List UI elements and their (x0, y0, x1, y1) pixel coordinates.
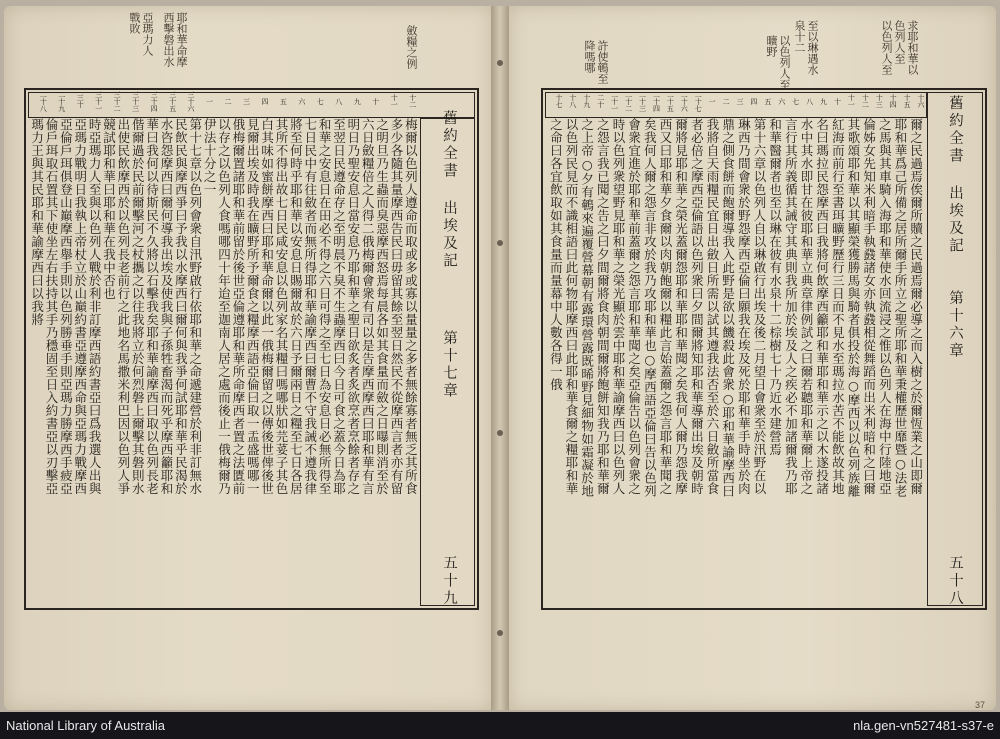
stitch-hole (497, 240, 503, 246)
column-number: 一 (205, 97, 214, 105)
text-column: 梅爾以色列人遵命而取或多或寡以量量之多者無餘寡者無乏其所食 (403, 118, 419, 495)
text-column: 爾將見耶和華之榮光蓋爾怨耶和華耶和華聞之矣我何人爾乃怨我摩 (673, 118, 689, 495)
column-number: 二十四 (652, 90, 661, 112)
margin-note: 至以琳遇水 (806, 20, 819, 75)
margin-note: 亞瑪力人 (141, 12, 154, 56)
margin-note: 以色列人至 (778, 35, 791, 90)
text-column: 第十六章以色列人自以琳啟行出埃及後二月望日會衆至於汛野在以 (752, 118, 767, 495)
column-number: 二十 (596, 94, 605, 108)
column-number: 五 (763, 97, 772, 105)
column-number: 十 (833, 97, 842, 105)
column-number: 二十二 (624, 90, 633, 112)
margin-note: 色列人至 (893, 20, 906, 64)
column-number: 三十二 (113, 90, 122, 112)
column-number: 六 (297, 97, 306, 105)
text-column: 爾之民過焉俟爾所贖之民過焉爾必導之而入樹之於爾恆業之山即爾 (908, 118, 924, 495)
left-book-title: 舊約全書 (441, 110, 457, 180)
footer-bar (0, 712, 1000, 739)
column-number: 二十六 (680, 90, 689, 112)
text-column: 之命曰各宜飲取如其食量而量幕中人數各得一俄 (548, 118, 564, 391)
column-number: 十三 (875, 94, 884, 108)
text-column: 者必倍之摩西亞倫語以色列衆曰夕間爾將知耶和華導爾出埃及朝時 (689, 118, 705, 495)
column-number: 三十四 (150, 90, 159, 112)
text-column: 西又曰耶和華夕食爾以肉朝飽爾以糧此言始蓋爾之怨言耶和華聞之 (658, 118, 673, 495)
text-column: 亞瑪力戰明日我執上帝杖立於山巔約書亞遵摩西命與亞瑪力戰摩西 (72, 118, 88, 495)
left-chapter-heading: 第十七章 (441, 330, 457, 400)
text-column: 多少各隨其量摩西告民曰毋留其餘至翌日然民不從摩西言者亦有留 (388, 118, 404, 495)
column-number: 二 (224, 97, 232, 105)
column-number: 二 (722, 97, 731, 105)
text-column: 競試耶和華曰耶和華在我中否也 (101, 118, 117, 300)
text-column: 七日民中有往斂者而無所得耶和華諭摩西曰爾曹不守我誡不遵我律 (302, 118, 318, 495)
left-page-number: 五十九 (441, 555, 457, 608)
text-column: 之怨言我已聞之告之曰夕間爾將食肉朝間爾將飽餅知我乃耶和華爾 (595, 118, 611, 495)
text-column: 以存之以色列人食嗎哪四十年迨至迦南人居之處而後止一俄梅爾乃 (216, 118, 232, 495)
text-column: 名曰瑪拉民怨摩西曰我將何飲摩西籲耶和華耶和華示之以木遂投諸 (814, 118, 830, 495)
text-column: 其歌頌耶和華以其顯榮獲勝馬與騎者俱投於海○摩西以以色列族離 (846, 118, 861, 498)
column-number: 十六 (917, 94, 926, 108)
column-number: 三十六 (187, 90, 196, 112)
text-column: 倫姊女先知米利暗手執鼗諸女亦執鼗相從舞蹈而出米利暗和之曰爾 (861, 118, 877, 495)
text-column: 俄梅爾置諸耶和華前留於後世亞倫遵耶和華所命摩西者置之法匱前 (230, 118, 246, 495)
column-number: 三 (736, 97, 744, 105)
footer-institution: National Library of Australia (6, 718, 165, 733)
text-column: 亞倫戶珥俱登山巔摩西舉手則以色列勝垂手則亞瑪力勝摩西手疲亞 (58, 118, 74, 495)
text-column: 六日斂糧倍之人得二俄梅爾會衆有司以是告摩西摩西曰耶和華有言 (360, 118, 376, 495)
column-number: 二十九 (57, 90, 66, 112)
column-number: 三 (242, 97, 251, 105)
margin-note: 西擊磐出水 (162, 12, 175, 67)
book-gutter (491, 6, 509, 710)
column-number: 八 (805, 97, 814, 105)
column-number: 十七 (554, 94, 563, 108)
right-chapter-heading: 第十六章 (947, 290, 963, 360)
column-number: 十八 (568, 94, 577, 108)
text-column: 會衆宜進於耶和華前蓋爾之怨言耶和華聞之矣亞倫告以色列會衆之 (626, 118, 642, 495)
column-number: 八 (334, 97, 343, 105)
text-column: 倫戶珥取石置其下使坐左右扶持其手乃穩固至日入約書亞以刃擊亞 (44, 118, 60, 495)
text-column: 琳西乃間會衆於野怨摩西亞倫曰願我在埃及死於耶和華手時坐於肉 (736, 118, 752, 495)
text-column: 民飲民與摩西爭曰予我以水摩西曰爾何與我爭何試耶和華乎民渴於 (173, 118, 189, 495)
text-column: 耶和華爲己所備之居所爾手所立之聖所耶和華秉權歷世靡暨○法老 (893, 118, 908, 498)
margin-note: 耶和華命摩 (175, 12, 188, 67)
text-column: 其所不得出故七日民咸安息以色列家名其糧曰嗎哪狀如芫荽子其色 (273, 118, 289, 495)
text-column: 見爾出埃及時我在曠野所予爾食之糧摩西語亞倫曰取一盂盛嗎哪一 (245, 118, 261, 495)
column-number: 十二 (408, 94, 417, 108)
column-number: 二十八 (39, 90, 48, 112)
text-column: 明日乃聖安息日當安息乃耶和華之聖日欲炙者炙欲烹者烹餘者存之 (345, 118, 361, 495)
left-book-name: 出埃及記 (441, 200, 457, 270)
text-column: 至翌日民遵命存之至明晨不臭不生蟲摩西曰今日可食之蓋今日為耶 (331, 118, 347, 495)
column-number: 五 (279, 97, 288, 105)
footer-identifier: nla.gen-vn527481-s37-e (853, 718, 994, 733)
column-number: 七 (791, 97, 800, 105)
margin-note: 以色列人至 (880, 20, 893, 75)
margin-note: 求耶和華以 (906, 20, 919, 75)
column-number: 十九 (582, 94, 591, 108)
text-column: 將至何時乎耶和華以安息日賜爾故於六日予爾兩日之糧至七日各居 (288, 118, 304, 495)
margin-note: 曠野 (765, 35, 778, 57)
stitch-hole (497, 630, 503, 636)
column-number: 六 (777, 97, 786, 105)
column-number: 二十七 (694, 90, 703, 112)
right-page-number: 五十八 (947, 555, 963, 608)
column-number: 十二 (861, 94, 870, 108)
text-column: 時以色列衆望野見耶和華之榮光顯於雲中耶和華諭摩西曰以色列人 (611, 118, 626, 495)
stitch-hole (497, 430, 503, 436)
column-number: 九 (819, 97, 828, 105)
text-column: 以色列民見而不識相語曰此何物耶摩西曰此耶和華食爾之糧耶和華 (564, 118, 579, 495)
text-column: 和華之安息日在田必不得之六日可得之至七日為安息日必無所得至 (317, 118, 333, 495)
column-number: 二十一 (610, 90, 619, 112)
text-column: 伊法十分之一 (202, 118, 218, 196)
text-column: 華曰我何以待斯民不久將以石擊我矣耶和華諭摩西曰取以色列長老 (144, 118, 160, 495)
text-column: 我將自天雨糧民宜日出斂日所需以試其遵我法否至於六日斂所當食 (705, 118, 720, 495)
column-number: 一 (708, 97, 717, 105)
sheet-number: 37 (975, 700, 986, 710)
text-column: 言行其所義循其誡守其典則我所加於埃及人之疾必不加諸爾我乃耶 (783, 118, 799, 495)
column-number: 三十三 (131, 90, 140, 112)
margin-note: 降嗎哪 (583, 40, 596, 73)
column-number: 三十五 (168, 90, 177, 112)
column-number: 七 (316, 97, 325, 105)
column-number: 十五 (903, 94, 912, 108)
column-number: 九 (353, 97, 362, 105)
margin-note: 戰敗 (128, 12, 141, 34)
column-number: 三十 (76, 94, 85, 108)
text-column: 之上帝○夕有鵪來遍覆營幕朝有露環營露既晞野見細物如霜凝於地 (579, 118, 595, 498)
text-column: 白其味如蜜餅摩西曰耶和華命爾以此一俄梅爾留之以傳後世俾後世 (259, 118, 275, 495)
text-column: 之明旦乃生蟲而臭惡摩西怒焉每晨各如其食量而斂之日曝則消至於 (374, 118, 390, 495)
column-number: 十 (371, 97, 380, 105)
column-number: 四 (260, 97, 269, 105)
margin-note: 斂糧之例 (405, 25, 418, 69)
column-number: 四 (749, 97, 758, 105)
column-number: 三十一 (94, 90, 103, 112)
text-column: 之馬與其車騎入海耶和華使水回流浸之惟以色列人在海中行陸地亞 (877, 118, 893, 495)
column-number: 十四 (889, 94, 898, 108)
text-column: 偕爾過於民前爾擊河之杖攜之以往我將立於何烈磐上爾擊其磐則水 (130, 118, 146, 495)
column-number: 二十三 (638, 90, 647, 112)
column-number: 十一 (390, 94, 399, 108)
margin-note: 許使鵪至 (596, 40, 609, 84)
text-column: 第十七章以色列會衆自汛野啟行依耶和華之命遞建營於利非訂無水 (187, 118, 203, 495)
text-column: 出使民飲摩西於以色列長老前行之此地名馬撒米利巴因以色列人爭 (115, 118, 131, 495)
text-column: 瑪力王與其民耶和華諭摩西曰以我將 (29, 118, 45, 326)
margin-note: 泉十二 (793, 20, 806, 53)
stitch-hole (497, 60, 503, 66)
text-column: 水咨怨摩西曰爾何導我出埃及使我與子孫牲畜渴而死乎摩西籲耶和 (159, 118, 175, 495)
text-column: 矣我何人爾之怨言非攻於我乃攻耶和華也○摩西語亞倫曰告以色列 (642, 118, 658, 498)
text-column: 和華醫爾者也至以琳在彼有水泉十二棕樹七十乃近水建營焉 (767, 118, 783, 456)
right-book-title: 舊約全書 (947, 95, 963, 165)
text-column: 水中其水即甘在彼耶和華立典章律例試之曰爾若聽耶和華爾上帝之 (799, 118, 814, 495)
column-number: 二十五 (666, 90, 675, 112)
column-number: 十一 (847, 94, 856, 108)
right-book-name: 出埃及記 (947, 185, 963, 255)
text-column: 紅海而前行至書珥曠野歷行三日而不見水至瑪拉水苦不能飲故其地 (830, 118, 846, 495)
text-column: 時亞瑪力人至與以色列人戰於利非訂摩西語約書亞曰爲我選人出與 (87, 118, 103, 495)
text-column: 鼎之側食餅而飽爾導我入此野是欲以饑殺此會衆○耶和華諭摩西曰 (720, 118, 736, 498)
